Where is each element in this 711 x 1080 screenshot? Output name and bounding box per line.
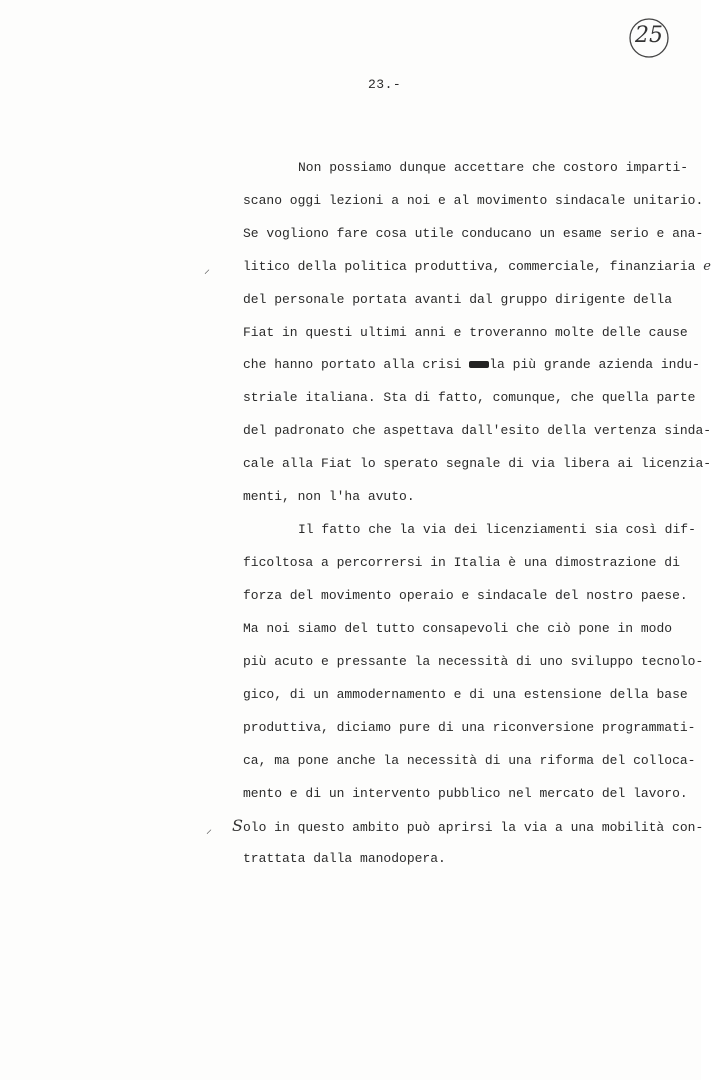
- text-line: striale italiana. Sta di fatto, comunque, che quella parte: [243, 390, 696, 405]
- text-line: scano oggi lezioni a noi e al movimento sindacale unitario.: [243, 193, 704, 208]
- text-line-content: la più grande azienda indu-: [489, 357, 700, 372]
- text-line: Non possiamo dunque accettare che costoro imparti-: [298, 160, 689, 175]
- text-line: gico, di un ammodernamento e di una estensione della base: [243, 687, 688, 702]
- text-line: produttiva, diciamo pure di una riconversione programmati-: [243, 720, 696, 735]
- text-line: cale alla Fiat lo sperato segnale di via libera ai licenzia-: [243, 456, 711, 471]
- circled-number-text: 25: [635, 23, 663, 48]
- text-line-content: litico della politica produttiva, commerciale, finanziaria: [243, 259, 696, 274]
- ink-blot-redaction: [469, 361, 489, 368]
- text-line: [232, 818, 703, 836]
- text-line: [243, 357, 700, 373]
- text-line: Ma noi siamo del tutto consapevoli che ciò pone in modo: [243, 621, 673, 636]
- text-line-content: che hanno portato alla crisi: [243, 357, 462, 372]
- text-line: Il fatto che la via dei licenziamenti sia così dif-: [298, 522, 696, 537]
- text-line-content: olo in questo ambito può aprirsi la via a una mobilità con-: [242, 820, 704, 835]
- text-line: ca, ma pone anche la necessità di una riforma del colloca-: [243, 753, 696, 768]
- handwritten-correction: e: [703, 259, 711, 274]
- margin-tick-mark-icon: ⸝: [206, 822, 213, 836]
- text-line: trattata dalla manodopera.: [243, 851, 446, 866]
- margin-tick-mark-icon: ⸝: [204, 262, 211, 276]
- text-line: Se vogliono fare cosa utile conducano un esame serio e ana-: [243, 226, 704, 241]
- page-header-number: 23.-: [368, 77, 402, 92]
- text-line: Fiat in questi ultimi anni e troveranno molte delle cause: [243, 325, 688, 340]
- circled-page-number: [627, 16, 671, 60]
- text-line: forza del movimento operaio e sindacale del nostro paese.: [243, 588, 688, 603]
- handwritten-correction: S: [232, 816, 243, 835]
- text-line: menti, non l'ha avuto.: [243, 489, 415, 504]
- text-line: più acuto e pressante la necessità di uno sviluppo tecnolo-: [243, 654, 704, 669]
- text-line: [243, 259, 711, 275]
- text-line: del personale portata avanti dal gruppo dirigente della: [243, 292, 673, 307]
- text-line: mento e di un intervento pubblico nel mercato del lavoro.: [243, 786, 688, 801]
- text-line: ficoltosa a percorrersi in Italia è una dimostrazione di: [243, 555, 680, 570]
- text-line: del padronato che aspettava dall'esito della vertenza sinda-: [243, 423, 711, 438]
